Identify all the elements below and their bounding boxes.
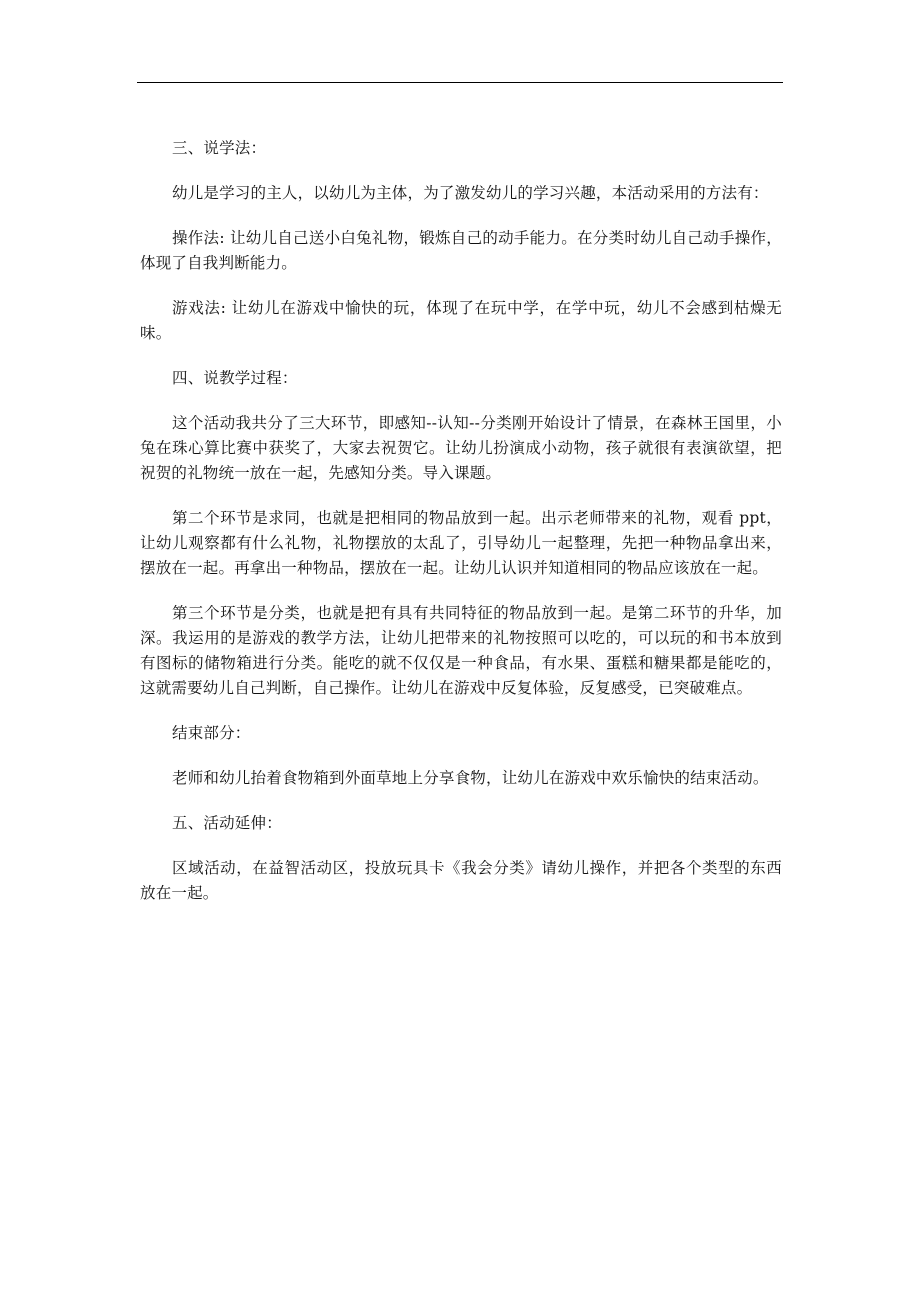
operation-method-paragraph: 操作法: 让幼儿自己送小白兔礼物，锻炼自己的动手能力。在分类时幼儿自己动手操作，体现了自我判断能力。 (140, 229, 782, 272)
section-heading-ending: 结束部分： (172, 724, 251, 742)
section-heading-extension: 五、活动延伸： (172, 814, 282, 832)
process-overview-paragraph: 这个活动我共分了三大环节，即感知--认知--分类刚开始设计了情景，在森林王国里，小兔在珠心算比赛中获奖了，大家去祝贺它。让幼儿扮演成小动物，孩子就很有表演欲望，把祝贺的礼物统一放在一起，先感知分类。导入课题。 (140, 414, 782, 482)
ending-paragraph: 老师和幼儿抬着食物箱到外面草地上分享食物，让幼儿在游戏中欢乐愉快的结束活动。 (172, 769, 769, 787)
third-stage-paragraph: 第三个环节是分类，也就是把有具有共同特征的物品放到一起。是第二环节的升华，加深。我运用的是游戏的教学方法，让幼儿把带来的礼物按照可以吃的，可以玩的和书本放到有图标的储物箱进行分类。能吃的就不仅仅是一种食品，有水果、蛋糕和糖果都是能吃的，这就需要幼儿自己判断，自己操作。让幼儿在游戏中反复体验，反复感受，已突破难点。 (140, 604, 782, 697)
extension-paragraph: 区域活动，在益智活动区，投放玩具卡《我会分类》请幼儿操作，并把各个类型的东西放在一起。 (140, 859, 782, 902)
document-body (140, 136, 782, 926)
section-heading-process: 四、说教学过程： (172, 369, 298, 387)
header-rule (137, 82, 783, 83)
second-stage-paragraph: 第二个环节是求同，也就是把相同的物品放到一起。出示老师带来的礼物，观看 ppt，让幼儿观察都有什么礼物，礼物摆放的太乱了，引导幼儿一起整理，先把一种物品拿出来，摆放在一起。再拿出一种物品，摆放在一起。让幼儿认识并知道相同的物品应该放在一起。 (140, 509, 782, 577)
game-method-paragraph: 游戏法: 让幼儿在游戏中愉快的玩，体现了在玩中学，在学中玩，幼儿不会感到枯燥无味。 (140, 299, 782, 342)
section-heading-methods: 三、说学法： (172, 139, 267, 157)
methods-intro-paragraph: 幼儿是学习的主人，以幼儿为主体，为了激发幼儿的学习兴趣，本活动采用的方法有： (172, 184, 769, 202)
